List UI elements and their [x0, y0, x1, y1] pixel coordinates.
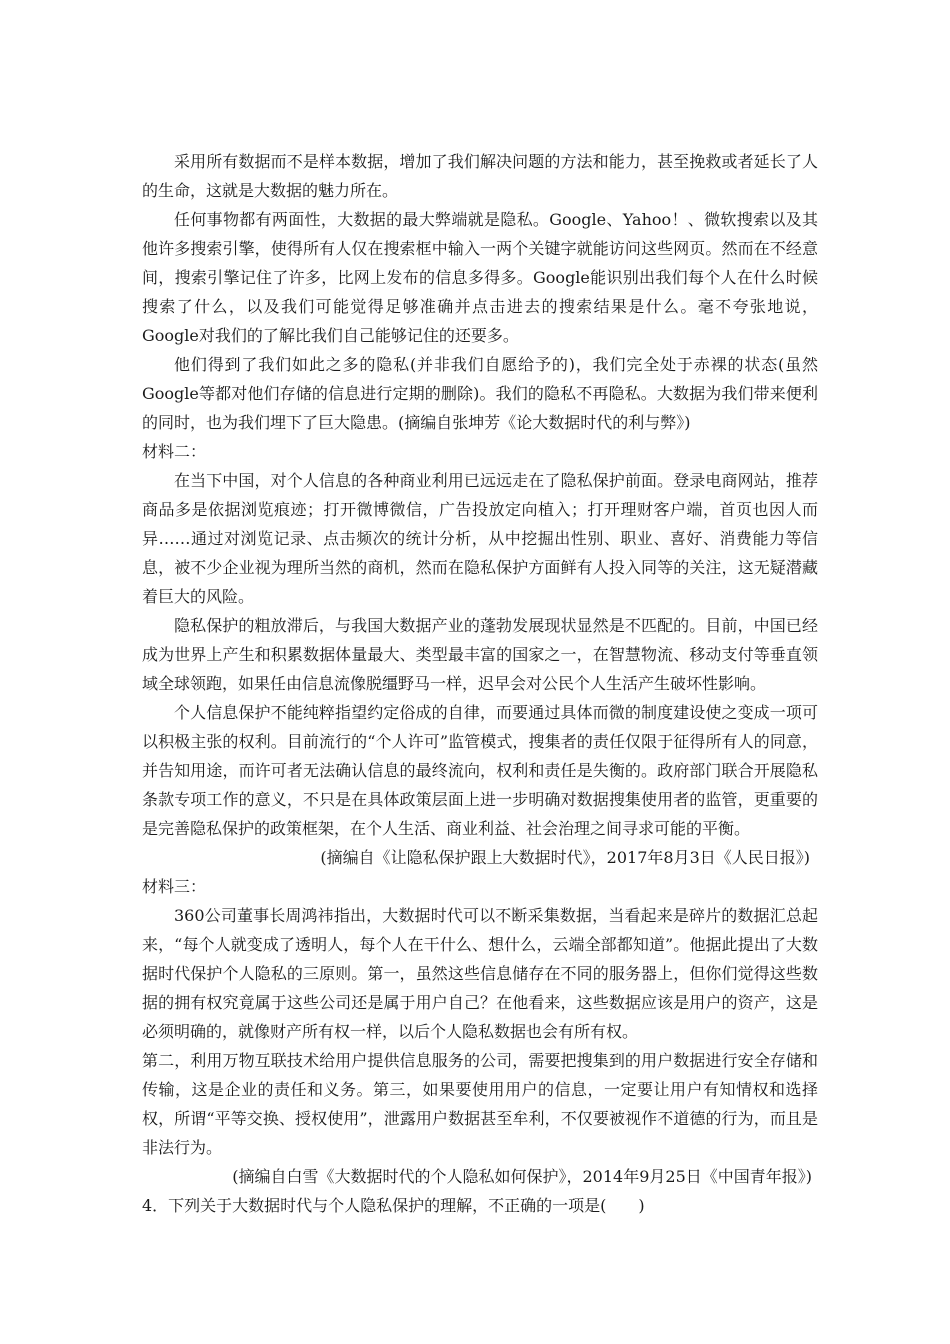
material-two-label: 材料二：: [142, 442, 207, 461]
paragraph: 他们得到了我们如此之多的隐私(并非我们自愿给予的)，我们完全处于赤裸的状态(虽然Google等都对他们存储的信息进行定期的删除)。我们的隐私不再隐私。大数据为我们带来便利的同时，也为我们埋下了巨大隐患。(摘编自张坤芳《论大数据时代的利与弊》): [142, 355, 818, 432]
paragraph: 采用所有数据而不是样本数据，增加了我们解决问题的方法和能力，甚至挽救或者延长了人的生命，这就是大数据的魅力所在。: [142, 152, 818, 200]
paragraph: 隐私保护的粗放滞后，与我国大数据产业的蓬勃发展现状显然是不匹配的。目前，中国已经成为世界上产生和积累数据体量最大、类型最丰富的国家之一，在智慧物流、移动支付等垂直领域全球领跑，如果任由信息流像脱缰野马一样，迟早会对公民个人生活产生破坏性影响。: [142, 616, 818, 693]
paragraph: 360公司董事长周鸿祎指出，大数据时代可以不断采集数据，当看起来是碎片的数据汇总起来，“每个人就变成了透明人，每个人在干什么、想什么，云端全部都知道”。他据此提出了大数据时代保护个人隐私的三原则。第一，虽然这些信息储存在不同的服务器上，但你们觉得这些数据的拥有权究竟属于这些公司还是属于用户自己？在他看来，这些数据应该是用户的资产，这是必须明确的，就像财产所有权一样，以后个人隐私数据也会有所有权。: [142, 906, 818, 1041]
source-citation: (摘编自白雪《大数据时代的个人隐私如何保护》，2014年9月25日《中国青年报》): [232, 1167, 812, 1186]
source-citation: (摘编自《让隐私保护跟上大数据时代》，2017年8月3日《人民日报》): [320, 848, 810, 867]
paragraph-continued: 第二，利用万物互联技术给用户提供信息服务的公司，需要把搜集到的用户数据进行安全存储和传输，这是企业的责任和义务。第三，如果要使用用户的信息，一定要让用户有知情权和选择权，所谓“平等交换、授权使用”，泄露用户数据甚至牟利，不仅要被视作不道德的行为，而且是非法行为。: [142, 1051, 818, 1157]
paragraph: 任何事物都有两面性，大数据的最大弊端就是隐私。Google、Yahoo！、微软搜索以及其他许多搜索引擎，使得所有人仅在搜索框中输入一两个关键字就能访问这些网页。然而在不经意间，搜索引擎记住了许多，比网上发布的信息多得多。Google能识别出我们每个人在什么时候搜索了什么，以及我们可能觉得足够准确并点击进去的搜索结果是什么。毫不夸张地说，Google对我们的了解比我们自己能够记住的还要多。: [142, 210, 818, 345]
question-text: 4．下列关于大数据时代与个人隐私保护的理解，不正确的一项是( ): [142, 1196, 645, 1215]
paragraph: 在当下中国，对个人信息的各种商业利用已远远走在了隐私保护前面。登录电商网站，推荐商品多是依据浏览痕迹；打开微博微信，广告投放定向植入；打开理财客户端，首页也因人而异……通过对浏览记录、点击频次的统计分析，从中挖掘出性别、职业、喜好、消费能力等信息，被不少企业视为理所当然的商机，然而在隐私保护方面鲜有人投入同等的关注，这无疑潜藏着巨大的风险。: [142, 471, 818, 606]
document-body: [142, 147, 818, 1220]
material-three-label: 材料三：: [142, 877, 207, 896]
paragraph: 个人信息保护不能纯粹指望约定俗成的自律，而要通过具体而微的制度建设使之变成一项可以积极主张的权利。目前流行的“个人许可”监管模式，搜集者的责任仅限于征得所有人的同意，并告知用途，而许可者无法确认信息的最终流向，权利和责任是失衡的。政府部门联合开展隐私条款专项工作的意义，不只是在具体政策层面上进一步明确对数据搜集使用者的监管，更重要的是完善隐私保护的政策框架，在个人生活、商业利益、社会治理之间寻求可能的平衡。: [142, 703, 818, 838]
